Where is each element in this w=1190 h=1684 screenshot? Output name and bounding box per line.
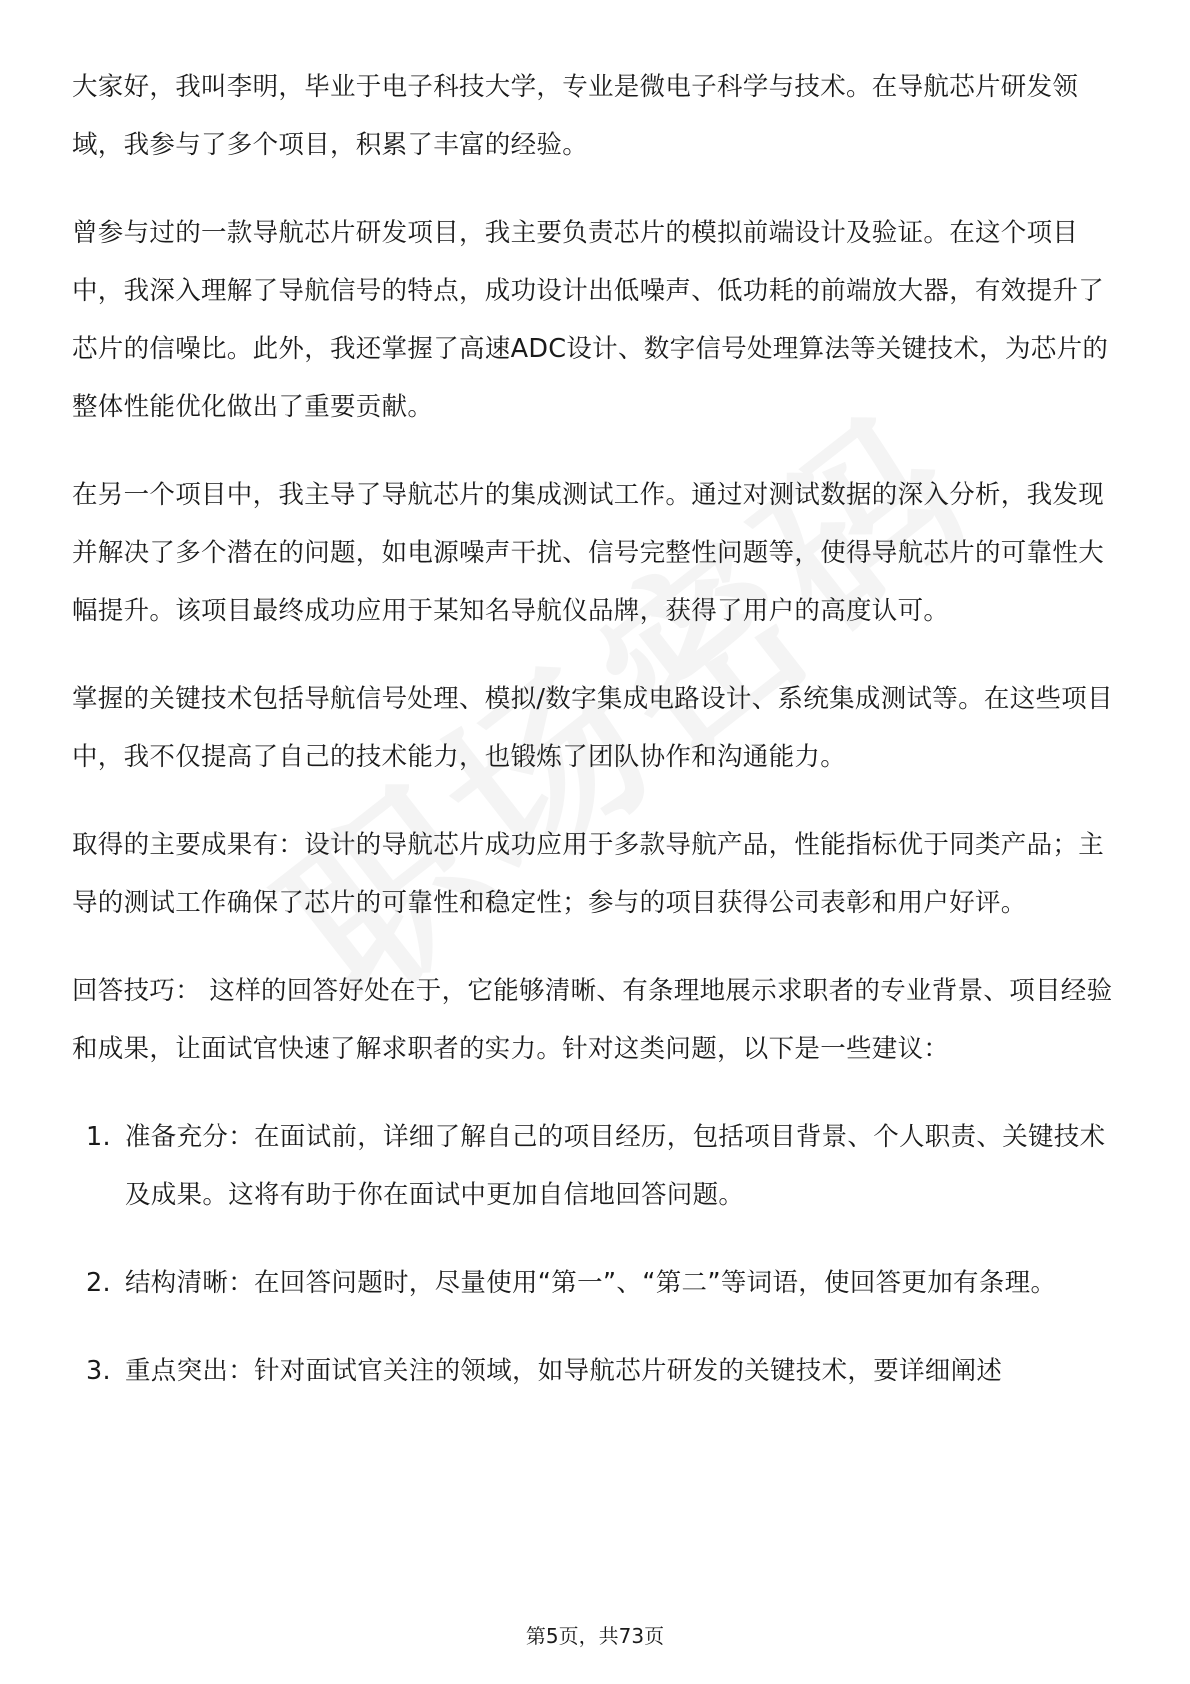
list-item-text: 准备充分：在面试前，详细了解自己的项目经历，包括项目背景、个人职责、关键技术及成果。这将有助于你在面试中更加自信地回答问题。 <box>125 1122 1106 1210</box>
list-item-text: 重点突出：针对面试官关注的领域，如导航芯片研发的关键技术，要详细阐述 <box>125 1356 1003 1386</box>
list-item <box>72 1108 1118 1224</box>
page-number-footer: 第5页，共73页 <box>525 1624 665 1648</box>
document-body <box>72 58 1118 1430</box>
paragraph-intro: 大家好，我叫李明，毕业于电子科技大学，专业是微电子科学与技术。在导航芯片研发领域，我参与了多个项目，积累了丰富的经验。 <box>72 72 1079 160</box>
tips-list <box>72 1108 1118 1400</box>
list-item-number: 3. <box>86 1356 111 1386</box>
list-item <box>72 1254 1118 1312</box>
paragraph-achievements: 取得的主要成果有：设计的导航芯片成功应用于多款导航产品，性能指标优于同类产品；主导的测试工作确保了芯片的可靠性和稳定性；参与的项目获得公司表彰和用户好评。 <box>72 830 1105 918</box>
paragraph-project-two: 在另一个项目中，我主导了导航芯片的集成测试工作。通过对测试数据的深入分析，我发现并解决了多个潜在的问题，如电源噪声干扰、信号完整性问题等，使得导航芯片的可靠性大幅提升。该项目最终成功应用于某知名导航仪品牌，获得了用户的高度认可。 <box>72 480 1105 626</box>
list-item-number: 2. <box>86 1268 111 1298</box>
list-item-number: 1. <box>86 1122 111 1152</box>
paragraph-key-tech: 掌握的关键技术包括导航信号处理、模拟/数字集成电路设计、系统集成测试等。在这些项目中，我不仅提高了自己的技术能力，也锻炼了团队协作和沟通能力。 <box>72 684 1113 772</box>
list-item <box>72 1342 1118 1400</box>
list-item-text: 结构清晰：在回答问题时，尽量使用“第一”、“第二”等词语，使回答更加有条理。 <box>125 1268 1057 1298</box>
paragraph-project-one: 曾参与过的一款导航芯片研发项目，我主要负责芯片的模拟前端设计及验证。在这个项目中，我深入理解了导航信号的特点，成功设计出低噪声、低功耗的前端放大器，有效提升了芯片的信噪比。此外，我还掌握了高速ADC设计、数字信号处理算法等关键技术，为芯片的整体性能优化做出了重要贡献。 <box>72 218 1109 422</box>
paragraph-answer-tips: 回答技巧： 这样的回答好处在于，它能够清晰、有条理地展示求职者的专业背景、项目经验和成果，让面试官快速了解求职者的实力。针对这类问题，以下是一些建议： <box>72 976 1113 1064</box>
